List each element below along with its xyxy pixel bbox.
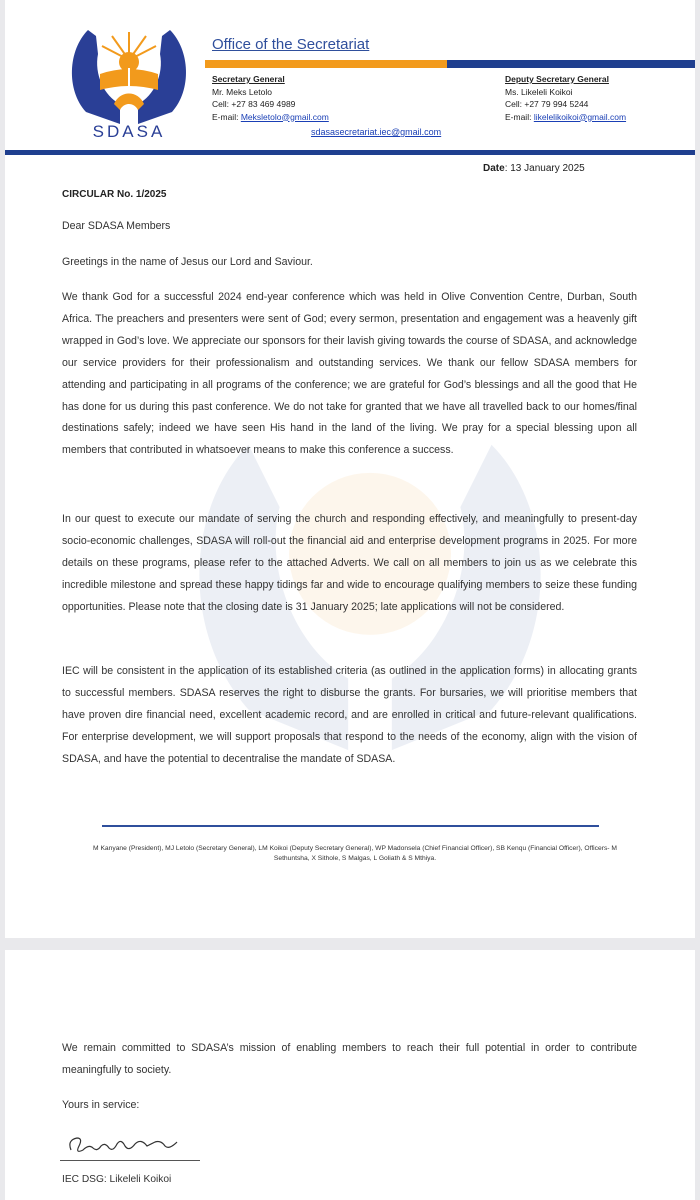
footer-divider bbox=[102, 825, 599, 827]
greeting: Greetings in the name of Jesus our Lord and Saviour. bbox=[62, 256, 313, 268]
paragraph-programs: In our quest to execute our mandate of serving the church and responding effectively, and meaningfully to present-day socio-economic challenges, SDASA will roll-out the financial aid and enterprise development programs in 2025. For more details on these programs, please refer to the attached Adverts. We call on all members to join us as we celebrate this incredible milestone and spread these happy tidings far and wide to encourage qualifying members to seize these funding opportunities. Please note that the closing date is 31 January 2025; late applications will not be considered. bbox=[62, 513, 637, 613]
header-divider bbox=[5, 150, 695, 155]
signatory-name: IEC DSG: Likeleli Koikoi bbox=[62, 1174, 172, 1185]
deputy-secretary-general-cell: Cell: +27 79 994 5244 bbox=[505, 99, 589, 109]
letter-page-2 bbox=[5, 950, 695, 1200]
header-bar-blue bbox=[447, 60, 695, 68]
secretary-general-cell: Cell: +27 83 469 4989 bbox=[212, 99, 296, 109]
salutation: Dear SDASA Members bbox=[62, 220, 171, 232]
letter-date bbox=[483, 163, 585, 174]
header-bar-orange bbox=[205, 60, 447, 68]
secretary-general-contact bbox=[212, 73, 329, 123]
office-title: Office of the Secretariat bbox=[212, 36, 370, 53]
deputy-secretary-general-name: Ms. Likeleli Koikoi bbox=[505, 86, 573, 97]
date-label: Date bbox=[483, 163, 505, 174]
secretary-general-email-label: E-mail: bbox=[212, 111, 241, 122]
deputy-secretary-general-contact bbox=[505, 73, 626, 123]
circular-number: CIRCULAR No. 1/2025 bbox=[62, 189, 167, 200]
deputy-secretary-general-email-label: E-mail: bbox=[505, 111, 534, 122]
deputy-secretary-general-email-link[interactable]: likelelikoikoi@gmail.com bbox=[533, 111, 627, 122]
sdasa-logo bbox=[60, 12, 198, 142]
deputy-secretary-general-role: Deputy Secretary General bbox=[505, 74, 609, 84]
signature-line bbox=[60, 1160, 200, 1161]
paragraph-criteria: IEC will be consistent in the application of its established criteria (as outlined in the application forms) in allocating grants to successful members. SDASA reserves the right to disburse the grants. For bursaries, we will prioritise members that have proven dire financial need, excellent academic record, and are enrolled in critical and future-relevant qualifications. For enterprise development, we will support proposals that respond to the needs of the economy, align with the vision of SDASA, and have the potential to decentralise the mandate of SDASA. bbox=[62, 665, 637, 765]
sign-off: Yours in service: bbox=[62, 1099, 140, 1111]
secretary-general-role: Secretary General bbox=[212, 74, 285, 84]
secretary-general-name: Mr. Meks Letolo bbox=[212, 86, 272, 97]
closing-paragraph: We remain committed to SDASA’s mission of enabling members to reach their full potential in order to contribute meaningfully to society. bbox=[62, 1042, 637, 1076]
footer-office-bearers: M Kanyane (President), MJ Letolo (Secretary General), LM Koikoi (Deputy Secretary General), WP Madonsela (Chief Financial Officer), SB Kenqu (Financial Officer), Officers- M Sethuntsha, X Sithole, S Malgas, L Goliath & S Mthiya. bbox=[93, 845, 617, 862]
letter-page-1 bbox=[5, 0, 695, 938]
secretariat-email-link[interactable]: sdasasecretariat.iec@gmail.com bbox=[311, 127, 442, 137]
date-value: : 13 January 2025 bbox=[504, 163, 585, 174]
paragraph-conference: We thank God for a successful 2024 end-year conference which was held in Olive Convention Centre, Durban, South Africa. The preachers and presenters were sent of God; every sermon, presentation and engagement was a heavenly gift wrapped in God’s love. We appreciate our sponsors for their lavish giving towards the course of SDASA, and acknowledge our service providers for their professionalism and outstanding services. We thank our fellow SDASA members for attending and participating in all programs of the conference; we are grateful for God’s blessings and all the good that He has done for us during this past conference. We do not take for granted that we have all travelled back to our homes/final destinations safely; indeed we have seen His hand in the land of the living. We pray for a special blessing upon all members that contributed in whatsoever means to make this conference a success. bbox=[62, 291, 637, 457]
logo-text: SDASA bbox=[92, 122, 166, 141]
handwritten-signature bbox=[65, 1130, 195, 1160]
secretary-general-email-link[interactable]: Meksletolo@gmail.com bbox=[240, 111, 329, 122]
